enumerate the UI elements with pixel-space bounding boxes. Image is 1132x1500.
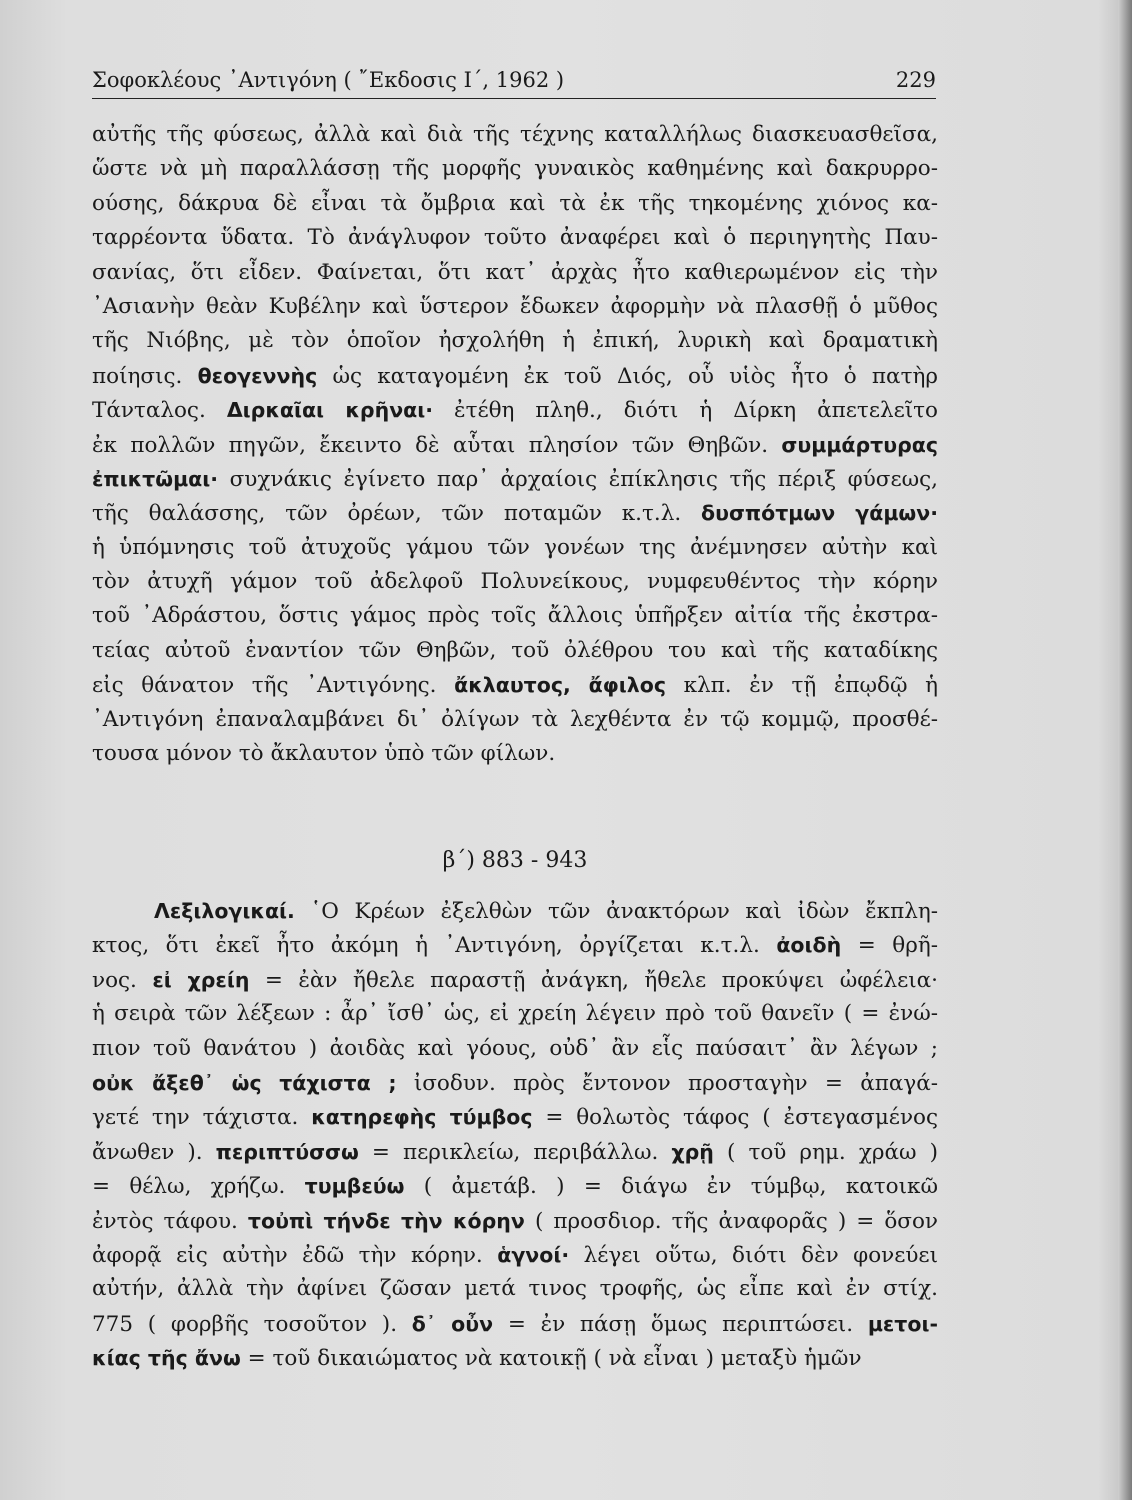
text-line: ἡ ὑπόμνησις τοῦ ἀτυχοῦς γάμου τῶν γονέων της ἀνέμνησεν αὐτὴν καὶ	[92, 534, 938, 560]
text-line: ποίησις. θεογεννὴς ὡς καταγομένη ἐκ τοῦ Διός, οὗ υἱὸς ἦτο ὁ πατὴρ	[92, 363, 938, 389]
text-line: ἐντὸς τάφου. τοὐπὶ τήνδε τὴν κόρην ( προσδιορ. τῆς ἀναφορᾶς ) = ὅσον	[92, 1208, 938, 1234]
text-line: 775 ( φορβῆς τοσοῦτον ). δ᾿ οὖν = ἐν πάσῃ ὅμως περιπτώσει. μετοι-	[92, 1311, 938, 1337]
text-line: ἄνωθεν ). περιπτύσσω = περικλείω, περιβάλλω. χρῇ ( τοῦ ρημ. χράω )	[92, 1139, 938, 1165]
text-line: Τάνταλος. Διρκαῖαι κρῆναι· ἐτέθη πληθ., διότι ἡ Δίρκη ἀπετελεῖτο	[92, 398, 938, 424]
lemma: ἁγνοί·	[497, 1242, 570, 1267]
text-line: αὐτήν, ἀλλὰ τὴν ἀφίνει ζῶσαν μετά τινος τροφῆς, ὡς εἶπε καὶ ἐν στίχ.	[92, 1276, 938, 1302]
text-line: ταρρέοντα ὕδατα. Τὸ ἀνάγλυφον τοῦτο ἀναφέρει καὶ ὁ περιηγητὴς Παυ-	[92, 225, 938, 251]
text-line: κτος, ὅτι ἐκεῖ ἦτο ἀκόμη ἡ ᾿Αντιγόνη, ὀργίζεται κ.τ.λ. ἀοιδὴ = θρῆ-	[92, 933, 938, 959]
text-line: ἡ σειρὰ τῶν λέξεων : ἆρ᾿ ἴσθ᾿ ὡς, εἰ χρείη λέγειν πρὸ τοῦ θανεῖν ( = ἐνώ-	[92, 1001, 938, 1027]
text-line: ᾿Αντιγόνη ἐπαναλαμβάνει δι᾿ ὀλίγων τὰ λεχθέντα ἐν τῷ κομμῷ, προσθέ-	[92, 706, 938, 732]
text-line: τὸν ἀτυχῆ γάμον τοῦ ἀδελφοῦ Πολυνείκους, νυμφευθέντος τὴν κόρην	[92, 569, 938, 595]
section-heading: β΄) 883 - 943	[442, 848, 588, 873]
lemma: ἐπικτῶμαι·	[92, 466, 219, 491]
text-line: τουσα μόνον τὸ ἄκλαυτον ὑπὸ τῶν φίλων.	[92, 741, 556, 767]
running-header	[92, 62, 936, 99]
text-line: σανίας, ὅτι εἶδεν. Φαίνεται, ὅτι κατ᾿ ἀρχὰς ἦτο καθιερωμένον εἰς τὴν	[92, 259, 938, 285]
text-line: τοῦ ᾿Αδράστου, ὅστις γάμος πρὸς τοῖς ἄλλοις ὑπῆρξεν αἰτία τῆς ἐκστρα-	[92, 603, 938, 629]
page-number: 229	[895, 68, 936, 92]
text-line: ὥστε νὰ μὴ παραλλάσσῃ τῆς μορφῆς γυναικὸς καθημένης καὶ δακρυρρο-	[92, 156, 938, 182]
text-line: ἀφορᾷ εἰς αὐτὴν ἐδῶ τὴν κόρην. ἁγνοί· λέγει οὕτω, διότι δὲν φονεύει	[92, 1242, 938, 1268]
lemma: θεογεννὴς	[197, 363, 318, 388]
text-line: τῆς θαλάσσης, τῶν ὀρέων, τῶν ποταμῶν κ.τ.λ. δυσπότμων γάμων·	[92, 501, 938, 527]
text-line: εἰς θάνατον τῆς ᾿Αντιγόνης. ἄκλαυτος, ἄφιλος κλπ. ἐν τῇ ἐπῳδῷ ἡ	[92, 673, 938, 699]
text-line: πιον τοῦ θανάτου ) ἀοιδὰς καὶ γόους, οὐδ᾿ ἂν εἷς παύσαιτ᾿ ἂν λέγων ;	[92, 1035, 938, 1061]
text-line: Λεξιλογικαί. ῾Ο Κρέων ἐξελθὼν τῶν ἀνακτόρων καὶ ἰδὼν ἔκπλη-	[154, 899, 938, 924]
text-line: ἐπικτῶμαι· συχνάκις ἐγίνετο παρ᾿ ἀρχαίοις ἐπίκλησις τῆς πέριξ φύσεως,	[92, 466, 938, 492]
commentary-continued	[92, 118, 938, 771]
lemma: ἄκλαυτος, ἄφιλος	[454, 673, 666, 698]
lemma: περιπτύσσω	[215, 1139, 359, 1164]
text-line: = θέλω, χρήζω. τυμβεύω ( ἀμετάβ. ) = διάγω ἐν τύμβῳ, κατοικῶ	[92, 1174, 938, 1200]
running-title: Σοφοκλέους ᾿Αντιγόνη ( ῎Εκδοσις Ι΄, 1962 )	[92, 68, 565, 92]
text-line: κίας τῆς ἄνω = τοῦ δικαιώματος νὰ κατοικῇ ( νὰ εἶναι ) μεταξὺ ἡμῶν	[92, 1346, 862, 1372]
text-line: οὐκ ἄξεθ᾿ ὡς τάχιστα ; ἰσοδυν. πρὸς ἔντονον προσταγὴν = ἀπαγά-	[92, 1070, 938, 1096]
lemma: Λεξιλογικαί.	[154, 899, 295, 923]
text-line: ἐκ πολλῶν πηγῶν, ἔκειντο δὲ αὗται πλησίον τῶν Θηβῶν. συμμάρτυρας	[92, 432, 938, 458]
lemma: κατηρεφὴς τύμβος	[311, 1105, 533, 1130]
lemma: εἰ χρείη	[152, 967, 250, 992]
text-line: γετέ την τάχιστα. κατηρεφὴς τύμβος = θολωτὸς τάφος ( ἐστεγασμένος	[92, 1105, 938, 1131]
text-line: τείας αὐτοῦ ἐναντίον τῶν Θηβῶν, τοῦ ὀλέθρου του καὶ τῆς καταδίκης	[92, 637, 938, 663]
text-line: αὐτῆς τῆς φύσεως, ἀλλὰ καὶ διὰ τῆς τέχνης καταλλήλως διασκευασθεῖσα,	[92, 122, 938, 147]
lemma: δυσπότμων γάμων·	[701, 501, 938, 526]
lemma: ἀοιδὴ	[776, 933, 842, 958]
text-line: ᾿Ασιανὴν θεὰν Κυβέλην καὶ ὕστερον ἔδωκεν ἀφορμὴν νὰ πλασθῇ ὁ μῦθος	[92, 293, 938, 319]
page-edge-shadow	[1118, 0, 1132, 1500]
lemma: συμμάρτυρας	[781, 432, 938, 457]
lemma: Διρκαῖαι κρῆναι·	[226, 398, 434, 423]
text-line: ούσης, δάκρυα δὲ εἶναι τὰ ὄμβρια καὶ τὰ ἐκ τῆς τηκομένης χιόνος κα-	[92, 190, 938, 216]
lemma: τυμβεύω	[304, 1174, 405, 1199]
lemma: δ᾿ οὖν	[411, 1311, 494, 1336]
lexical-notes	[92, 894, 938, 1375]
lemma: οὐκ ἄξεθ᾿ ὡς τάχιστα ;	[92, 1070, 397, 1095]
lemma: χρῇ	[671, 1139, 714, 1164]
lemma: κίας τῆς ἄνω	[92, 1346, 241, 1371]
lemma: τοὐπὶ τήνδε τὴν κόρην	[247, 1208, 525, 1233]
text-line: τῆς Νιόβης, μὲ τὸν ὁποῖον ἠσχολήθη ἡ ἐπική, λυρικὴ καὶ δραματικὴ	[92, 328, 938, 354]
text-line: νος. εἰ χρείη = ἐὰν ἤθελε παραστῇ ἀνάγκη, ἤθελε προκύψει ὠφέλεια·	[92, 967, 938, 993]
lemma: μετοι-	[867, 1311, 938, 1336]
